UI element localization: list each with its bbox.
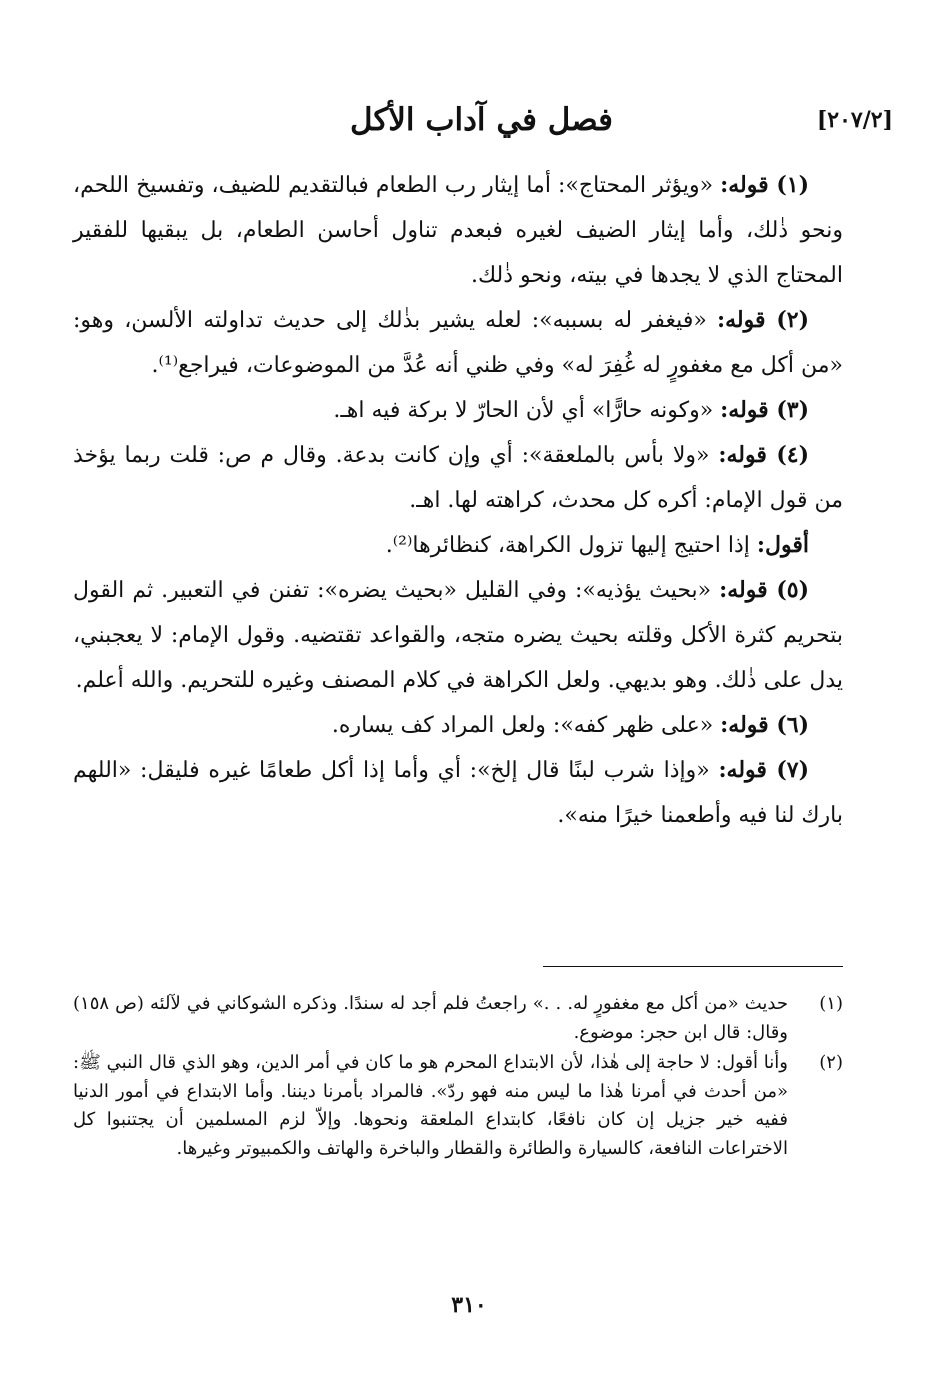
footnote-number: (٢) xyxy=(819,1052,843,1073)
paragraph-lead: (٥) قوله: xyxy=(719,577,809,603)
commentary-paragraph-6 xyxy=(73,703,843,748)
footnote-2 xyxy=(73,1049,843,1163)
page-number: ٣١٠ xyxy=(451,1292,487,1318)
paragraph-lead: (٤) قوله: xyxy=(718,442,809,468)
commentary-body xyxy=(73,163,843,838)
paragraph-text: «وإذا شرب لبنًا قال إلخ»: أي وأما إذا أكل طعامًا غيره فليقل: «اللهم بارك لنا فيه وأطعمنا خيرًا منه». xyxy=(73,758,843,828)
paragraph-text: «فيغفر له بسببه»: لعله يشير بذٰلك إلى حديث تداولته الألسن، وهو: «من أكل مع مغفورٍ له غُفِرَ له» وفي ظني أنه عُدَّ من الموضوعات، فيراجع⁽¹⁾. xyxy=(73,308,843,378)
footnote-text: وأنا أقول: لا حاجة إلى هٰذا، لأن الابتداع المحرم هو ما كان في أمر الدين، وهو الذي قال النبي ﷺ: «من أحدث في أمرنا هٰذا ما ليس منه فهو ردّ». فالمراد بأمرنا ديننا. وأما الابتداع في أمور الدنيا ففيه خير جزيل إن كان نافعًا، كابتداع الملعقة ونحوها. وإلاّ لزم المسلمين أن يجتنبوا كل الاختراعات النافعة، كالسيارة والطائرة والقطار والباخرة والهاتف والكمبيوتر وغيرها. xyxy=(73,1052,788,1159)
footnotes xyxy=(73,990,843,1165)
paragraph-lead: أقول: xyxy=(756,532,809,558)
footnote-text: حديث «من أكل مع مغفورٍ له. . .» راجعتُ فلم أجد له سندًا. وذكره الشوكاني في لآلئه (ص ١٥٨) وقال: قال ابن حجر: موضوع. xyxy=(73,993,788,1043)
paragraph-lead: (٢) قوله: xyxy=(716,307,809,333)
footnote-1 xyxy=(73,990,843,1047)
paragraph-text: «وكونه حارًّا» أي لأن الحارّ لا بركة فيه اهـ. xyxy=(333,398,721,423)
commentary-paragraph-1 xyxy=(73,163,843,298)
paragraph-lead: (٧) قوله: xyxy=(718,757,809,783)
commentary-paragraph-4 xyxy=(73,433,843,523)
chapter-title: فصل في آداب الأكل xyxy=(350,102,613,138)
paragraph-text: «بحيث يؤذيه»: وفي القليل «بحيث يضره»: تفنن في التعبير. ثم القول بتحريم كثرة الأكل وقلته بحيث يضره متجه، والقواعد تقتضيه. وقول الإمام: لا يعجبني، يدل على ذٰلك. وهو بديهي. ولعل الكراهة في كلام المصنف وغيره للتحريم. والله أعلم. xyxy=(73,578,843,693)
author-remark-paragraph xyxy=(73,523,843,568)
paragraph-text: إذا احتيج إليها تزول الكراهة، كنظائرها⁽²⁾. xyxy=(385,533,757,558)
paragraph-lead: (٣) قوله: xyxy=(720,397,809,423)
volume-page-reference: [٢٠٧/٢] xyxy=(816,107,893,133)
page-header xyxy=(70,100,893,140)
paragraph-lead: (١) قوله: xyxy=(720,172,809,198)
commentary-paragraph-3 xyxy=(73,388,843,433)
commentary-paragraph-2 xyxy=(73,298,843,388)
paragraph-text: «ويؤثر المحتاج»: أما إيثار رب الطعام فبالتقديم للضيف، وتفسيخ اللحم، ونحو ذٰلك، وأما إيثار الضيف لغيره فبعدم تناول أحاسن الطعام، بل يبقيها للفقير المحتاج الذي لا يجدها في بيته، ونحو ذٰلك. xyxy=(73,173,843,288)
commentary-paragraph-5 xyxy=(73,568,843,703)
paragraph-lead: (٦) قوله: xyxy=(720,712,809,738)
footnote-separator xyxy=(543,966,843,967)
commentary-paragraph-7 xyxy=(73,748,843,838)
paragraph-text: «ولا بأس بالملعقة»: أي وإن كانت بدعة. وقال م ص: قلت ربما يؤخذ من قول الإمام: أكره كل محدث، كراهته لها. اهـ. xyxy=(73,443,843,513)
footnote-number: (١) xyxy=(819,993,843,1014)
paragraph-text: «على ظهر كفه»: ولعل المراد كف يساره. xyxy=(331,713,721,738)
